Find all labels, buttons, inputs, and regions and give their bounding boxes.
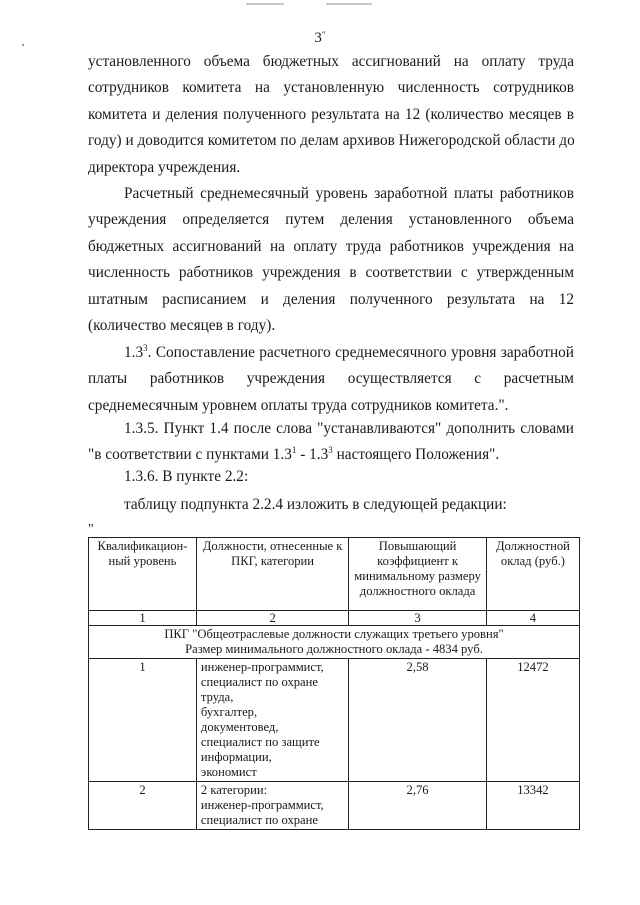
paragraph-4: 1.3.5. Пункт 1.4 после слова "устанавливаются" дополнить словами "в соответствии с пунктами $1.3^1 - 1.3^3$ настоящего Положения".: [88, 420, 574, 464]
scan-artifact: [326, 3, 372, 5]
table-row: [89, 782, 580, 830]
header-qualification-level: Квалификацион-ный уровень: [89, 538, 197, 611]
column-number: 3: [349, 611, 487, 626]
group-subtitle: Размер минимального должностного оклада - 4834 руб.: [185, 642, 483, 656]
table-header-row: [89, 538, 580, 611]
cell-salary: 13342: [486, 782, 579, 830]
paragraph-2: Расчетный среднемесячный уровень заработной платы работников учреждения определяется путем деления установленного объема бюджетных ассигнований на оплату труда работников учреждения на численность работников учреждения в соответствии с утвержденным штатным расписанием и деления полученного результата на 12 (количество месяцев в году).: [88, 185, 574, 334]
cell-coefficient: 2,76: [349, 782, 487, 830]
cell-positions: инженер-программист, специалист по охране труда, бухгалтер, документовед, специалист по защите информации, экономист: [196, 659, 348, 782]
cell-level: 1: [89, 659, 197, 782]
column-number: 4: [486, 611, 579, 626]
column-number: 1: [89, 611, 197, 626]
group-title: ПКГ "Общеотраслевые должности служащих третьего уровня": [164, 627, 504, 641]
table-group-row: [89, 626, 580, 659]
header-positions: Должности, отнесенные к ПКГ, категории: [196, 538, 348, 611]
header-coefficient: Повышающий коэффициент к минимальному размеру должностного оклада: [349, 538, 487, 611]
paragraph-6: таблицу подпункта 2.2.4 изложить в следующей редакции:: [124, 496, 507, 513]
cell-positions: 2 категории: инженер-программист, специалист по охране: [196, 782, 348, 830]
header-salary: Должностной оклад (руб.): [486, 538, 579, 611]
cell-level: 2: [89, 782, 197, 830]
page-number: 3": [314, 30, 326, 46]
cell-salary: 12472: [486, 659, 579, 782]
table-column-numbers-row: [89, 611, 580, 626]
paragraph-5: 1.3.6. В пункте 2.2:: [124, 468, 249, 485]
paragraph-3: $1.3^3$. Сопоставление расчетного среднемесячного уровня заработной платы работников учреждения осуществляется с расчетным среднемесячным уровнем оплаты труда сотрудников комитета.".: [88, 342, 574, 414]
cell-coefficient: 2,58: [349, 659, 487, 782]
salary-table: [88, 537, 580, 830]
group-heading: [89, 626, 580, 659]
column-number: 2: [196, 611, 348, 626]
quote-open: ": [88, 522, 94, 537]
table-row: [89, 659, 580, 782]
paragraph-1: установленного объема бюджетных ассигнований на оплату труда сотрудников комитета на установленную численность сотрудников комитета и деления полученного результата на 12 (количество месяцев в году) и доводится комитетом по делам архивов Нижегородской области до директора учреждения.: [88, 53, 575, 176]
scan-artifact: [246, 3, 284, 5]
